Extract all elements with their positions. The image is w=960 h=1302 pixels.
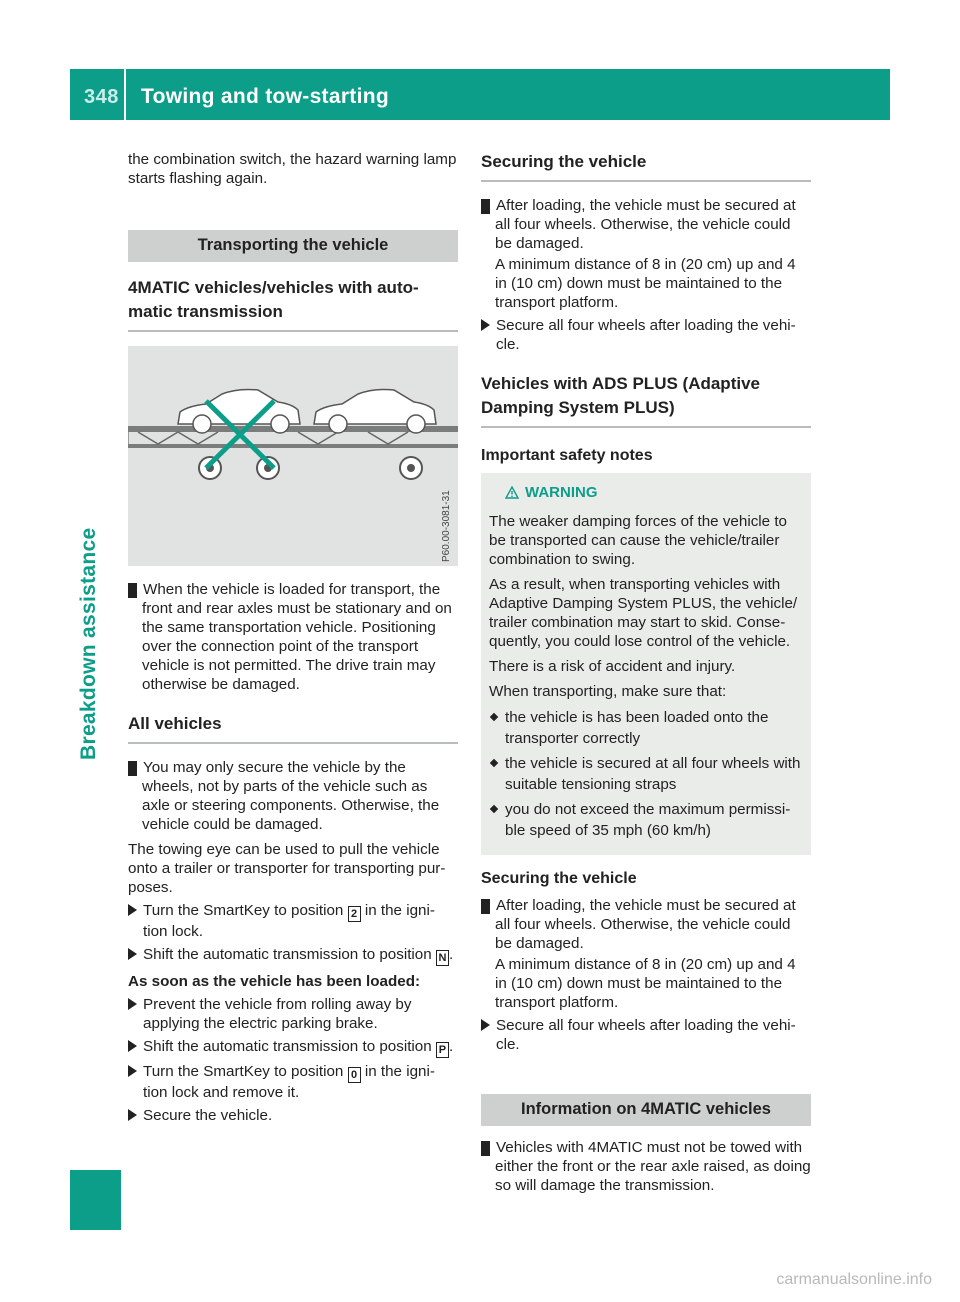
warning-title: WARNING (489, 483, 803, 504)
warning-text-3: There is a risk of accident and injury. (489, 658, 736, 675)
key-position-icon: 2 (348, 906, 361, 922)
step-shift-n: Shift the automatic transmission to position N . (128, 945, 458, 966)
step-turn-key-0: Turn the SmartKey to position 0 in the igni-tion lock and remove it. (128, 1062, 458, 1102)
warning-triangle-icon (505, 485, 519, 504)
right-column (476, 150, 811, 1201)
notice-secure-four-wheels: ! After loading, the vehicle must be secured at all four wheels. Otherwise, the vehicle could be damaged. (476, 197, 796, 252)
info-4matic-bar: Information on 4MATIC vehicles (481, 1094, 811, 1126)
loaded-heading: As soon as the vehicle has been loaded: (128, 973, 421, 990)
arrow-icon (481, 319, 490, 331)
step-secure-wheels: Secure all four wheels after loading the vehi-cle. (481, 316, 811, 354)
notice-distance-2: A minimum distance of 8 in (20 cm) up and 4 in (10 cm) down must be maintained to the transport platform. (495, 956, 796, 1011)
heading-securing: Securing the vehicle (481, 150, 811, 182)
bullet-icon (490, 713, 498, 721)
section-marker (70, 1170, 121, 1230)
step-turn-key-2: Turn the SmartKey to position 2 in the igni-tion lock. (128, 901, 458, 941)
intro-text: the combination switch, the hazard warning lamp starts flashing again. (128, 151, 457, 187)
warning-text-2: As a result, when transporting vehicles with Adaptive Damping System PLUS, the vehicle/ trailer combination may start to skid. Conse-quently, you could lose control of the vehicle. (489, 576, 798, 650)
caution-icon: ! (481, 899, 490, 914)
warning-text-4: When transporting, make sure that: (489, 683, 727, 700)
arrow-icon (128, 1065, 137, 1077)
bullet-icon (490, 805, 498, 813)
arrow-icon (128, 1040, 137, 1052)
notice-secure-four-wheels-2: ! After loading, the vehicle must be secured at all four wheels. Otherwise, the vehicle could be damaged. (476, 897, 796, 952)
left-column (123, 150, 458, 1129)
site-watermark: carmanualsonline.info (776, 1271, 932, 1288)
step-secure-wheels-2: Secure all four wheels after loading the vehi-cle. (481, 1016, 811, 1054)
heading-4matic: 4MATIC vehicles/vehicles with auto-matic transmission (128, 276, 458, 332)
towing-eye-text: The towing eye can be used to pull the vehicle onto a trailer or transporter for transporting pur-poses. (128, 841, 446, 896)
list-item: you do not exceed the maximum permissi-ble speed of 35 mph (60 km/h) (489, 799, 803, 841)
list-item: the vehicle is has been loaded onto the transporter correctly (489, 707, 803, 749)
warning-box (481, 473, 811, 855)
notice-4matic-towing: ! Vehicles with 4MATIC must not be towed with either the front or the rear axle raised, as doing so will damage the transmission. (476, 1139, 811, 1194)
gear-position-icon: P (436, 1042, 449, 1058)
arrow-icon (128, 948, 137, 960)
heading-all-vehicles: All vehicles (128, 712, 458, 744)
arrow-icon (481, 1019, 490, 1031)
step-parking-brake: Prevent the vehicle from rolling away by applying the electric parking brake. (128, 995, 458, 1033)
caution-icon: ! (128, 583, 137, 598)
page-title: Towing and tow-starting (141, 85, 389, 108)
notice-axles: ! When the vehicle is loaded for transport, the front and rear axles must be stationary and on the same transportation vehicle. Positioning over the connection point of the transport vehicle is not permitted. The drive train may otherwise be damaged. (123, 581, 452, 693)
notice-secure-wheels: ! You may only secure the vehicle by the wheels, not by parts of the vehicle such as axle or steering components. Otherwise, the vehicle could be damaged. (123, 759, 440, 833)
warning-text-1: The weaker damping forces of the vehicle to be transported can cause the vehicle/trailer combination to swing. (489, 513, 788, 568)
caution-icon: ! (481, 199, 490, 214)
gear-position-icon: N (436, 950, 449, 966)
key-position-icon: 0 (348, 1067, 361, 1083)
bullet-icon (490, 759, 498, 767)
header-divider (124, 69, 126, 120)
step-secure-vehicle: Secure the vehicle. (128, 1106, 458, 1125)
caution-icon: ! (481, 1141, 490, 1156)
page-number: 348 (84, 86, 119, 108)
transport-section-bar: Transporting the vehicle (128, 230, 458, 262)
list-item: the vehicle is secured at all four wheels with suitable tensioning straps (489, 753, 803, 795)
arrow-icon (128, 1109, 137, 1121)
transport-illustration: P60.00-3081-31 (128, 346, 458, 566)
section-sidebar-label: Breakdown assistance (77, 527, 100, 760)
caution-icon: ! (128, 761, 137, 776)
heading-safety-notes: Important safety notes (481, 447, 653, 464)
notice-distance: A minimum distance of 8 in (20 cm) up and 4 in (10 cm) down must be maintained to the transport platform. (495, 256, 796, 311)
heading-ads-plus: Vehicles with ADS PLUS (Adaptive Damping System PLUS) (481, 372, 811, 428)
arrow-icon (128, 904, 137, 916)
arrow-icon (128, 998, 137, 1010)
step-shift-p: Shift the automatic transmission to position P . (128, 1037, 458, 1058)
heading-securing-2: Securing the vehicle (481, 870, 637, 887)
